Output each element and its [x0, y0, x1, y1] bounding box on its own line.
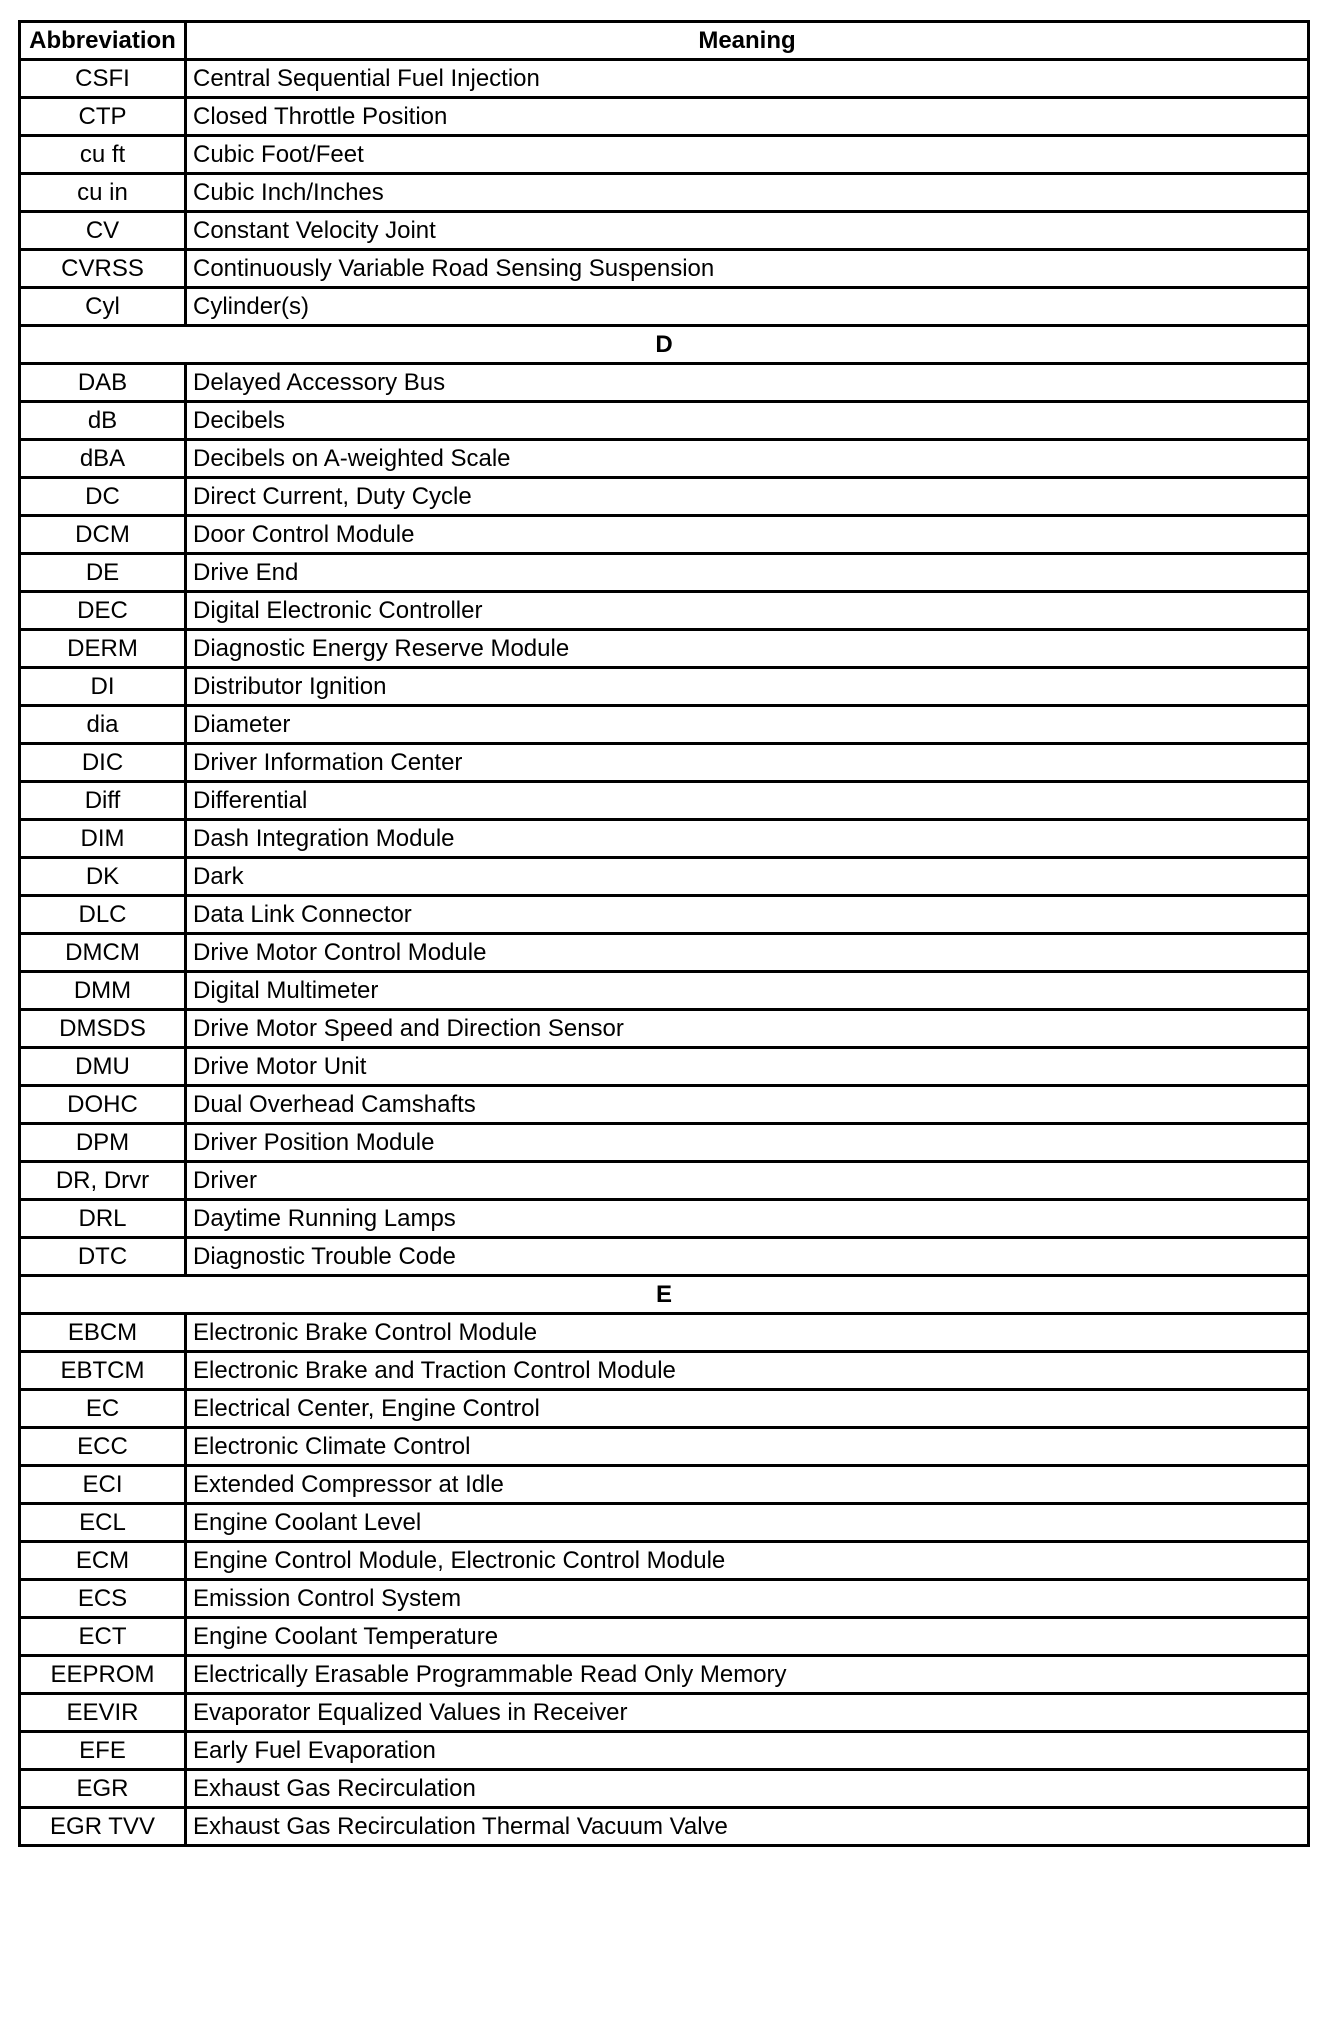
- meaning-cell: Extended Compressor at Idle: [186, 1466, 1309, 1504]
- meaning-cell: Electronic Brake and Traction Control Module: [186, 1352, 1309, 1390]
- meaning-cell: Exhaust Gas Recirculation Thermal Vacuum Valve: [186, 1808, 1309, 1846]
- meaning-cell: Engine Coolant Level: [186, 1504, 1309, 1542]
- table-row: [20, 402, 1309, 440]
- meaning-cell: Drive Motor Speed and Direction Sensor: [186, 1010, 1309, 1048]
- table-body: [20, 60, 1309, 1846]
- table-row: [20, 1086, 1309, 1124]
- meaning-cell: Electronic Brake Control Module: [186, 1314, 1309, 1352]
- abbreviation-cell: EBCM: [20, 1314, 186, 1352]
- section-letter: D: [20, 326, 1309, 364]
- table-row: [20, 1732, 1309, 1770]
- table-row: [20, 1010, 1309, 1048]
- abbreviation-cell: EGR TVV: [20, 1808, 186, 1846]
- abbreviation-cell: DPM: [20, 1124, 186, 1162]
- meaning-cell: Delayed Accessory Bus: [186, 364, 1309, 402]
- meaning-cell: Direct Current, Duty Cycle: [186, 478, 1309, 516]
- abbreviation-cell: CVRSS: [20, 250, 186, 288]
- meaning-cell: Diagnostic Energy Reserve Module: [186, 630, 1309, 668]
- table-row: [20, 858, 1309, 896]
- abbreviation-cell: DMSDS: [20, 1010, 186, 1048]
- abbreviation-cell: CV: [20, 212, 186, 250]
- table-row: [20, 1428, 1309, 1466]
- table-row: [20, 1542, 1309, 1580]
- meaning-cell: Drive Motor Control Module: [186, 934, 1309, 972]
- abbreviation-cell: EGR: [20, 1770, 186, 1808]
- section-letter: E: [20, 1276, 1309, 1314]
- meaning-cell: Dash Integration Module: [186, 820, 1309, 858]
- table-row: [20, 440, 1309, 478]
- table-row: [20, 98, 1309, 136]
- header-abbreviation: Abbreviation: [20, 22, 186, 60]
- meaning-cell: Electrically Erasable Programmable Read Only Memory: [186, 1656, 1309, 1694]
- table-row: [20, 554, 1309, 592]
- meaning-cell: Driver Information Center: [186, 744, 1309, 782]
- meaning-cell: Diagnostic Trouble Code: [186, 1238, 1309, 1276]
- table-row: [20, 516, 1309, 554]
- abbreviation-cell: dia: [20, 706, 186, 744]
- table-row: [20, 478, 1309, 516]
- table-row: [20, 1124, 1309, 1162]
- table-row: [20, 972, 1309, 1010]
- section-header-row: [20, 1276, 1309, 1314]
- meaning-cell: Central Sequential Fuel Injection: [186, 60, 1309, 98]
- meaning-cell: Cylinder(s): [186, 288, 1309, 326]
- meaning-cell: Driver Position Module: [186, 1124, 1309, 1162]
- meaning-cell: Diameter: [186, 706, 1309, 744]
- table-row: [20, 1504, 1309, 1542]
- meaning-cell: Emission Control System: [186, 1580, 1309, 1618]
- meaning-cell: Exhaust Gas Recirculation: [186, 1770, 1309, 1808]
- abbreviation-cell: DAB: [20, 364, 186, 402]
- abbreviation-cell: Cyl: [20, 288, 186, 326]
- abbreviation-cell: EEPROM: [20, 1656, 186, 1694]
- table-row: [20, 630, 1309, 668]
- table-row: [20, 896, 1309, 934]
- meaning-cell: Evaporator Equalized Values in Receiver: [186, 1694, 1309, 1732]
- table-row: [20, 1238, 1309, 1276]
- abbreviation-cell: DI: [20, 668, 186, 706]
- table-row: [20, 1656, 1309, 1694]
- meaning-cell: Decibels: [186, 402, 1309, 440]
- table-row: [20, 1390, 1309, 1428]
- abbreviation-cell: DTC: [20, 1238, 186, 1276]
- abbreviation-cell: ECC: [20, 1428, 186, 1466]
- table-row: [20, 668, 1309, 706]
- abbreviation-cell: DMCM: [20, 934, 186, 972]
- table-row: [20, 1048, 1309, 1086]
- table-row: [20, 706, 1309, 744]
- meaning-cell: Data Link Connector: [186, 896, 1309, 934]
- abbreviation-cell: EBTCM: [20, 1352, 186, 1390]
- meaning-cell: Dual Overhead Camshafts: [186, 1086, 1309, 1124]
- table-row: [20, 1808, 1309, 1846]
- table-row: [20, 250, 1309, 288]
- meaning-cell: Electronic Climate Control: [186, 1428, 1309, 1466]
- abbreviation-cell: ECL: [20, 1504, 186, 1542]
- meaning-cell: Cubic Foot/Feet: [186, 136, 1309, 174]
- meaning-cell: Closed Throttle Position: [186, 98, 1309, 136]
- table-row: [20, 1466, 1309, 1504]
- abbreviation-cell: DC: [20, 478, 186, 516]
- table-row: [20, 1770, 1309, 1808]
- abbreviation-cell: ECM: [20, 1542, 186, 1580]
- meaning-cell: Digital Electronic Controller: [186, 592, 1309, 630]
- table-row: [20, 174, 1309, 212]
- table-row: [20, 934, 1309, 972]
- table-row: [20, 744, 1309, 782]
- meaning-cell: Engine Coolant Temperature: [186, 1618, 1309, 1656]
- abbreviation-cell: dB: [20, 402, 186, 440]
- abbreviation-cell: EC: [20, 1390, 186, 1428]
- table-row: [20, 1162, 1309, 1200]
- meaning-cell: Differential: [186, 782, 1309, 820]
- meaning-cell: Drive End: [186, 554, 1309, 592]
- abbreviation-cell: CTP: [20, 98, 186, 136]
- table-row: [20, 364, 1309, 402]
- abbreviation-cell: DERM: [20, 630, 186, 668]
- meaning-cell: Cubic Inch/Inches: [186, 174, 1309, 212]
- meaning-cell: Engine Control Module, Electronic Control Module: [186, 1542, 1309, 1580]
- abbreviation-cell: ECS: [20, 1580, 186, 1618]
- meaning-cell: Driver: [186, 1162, 1309, 1200]
- meaning-cell: Early Fuel Evaporation: [186, 1732, 1309, 1770]
- table-row: [20, 592, 1309, 630]
- header-row: [20, 22, 1309, 60]
- abbreviation-cell: DIC: [20, 744, 186, 782]
- table-row: [20, 1314, 1309, 1352]
- abbreviation-cell: DCM: [20, 516, 186, 554]
- meaning-cell: Dark: [186, 858, 1309, 896]
- meaning-cell: Continuously Variable Road Sensing Suspension: [186, 250, 1309, 288]
- abbreviation-cell: DLC: [20, 896, 186, 934]
- abbreviation-cell: DR, Drvr: [20, 1162, 186, 1200]
- abbreviation-cell: Diff: [20, 782, 186, 820]
- abbreviation-cell: dBA: [20, 440, 186, 478]
- abbreviation-cell: ECT: [20, 1618, 186, 1656]
- meaning-cell: Digital Multimeter: [186, 972, 1309, 1010]
- abbreviation-cell: DIM: [20, 820, 186, 858]
- table-row: [20, 1694, 1309, 1732]
- meaning-cell: Electrical Center, Engine Control: [186, 1390, 1309, 1428]
- table-row: [20, 1352, 1309, 1390]
- abbreviation-cell: DMU: [20, 1048, 186, 1086]
- meaning-cell: Distributor Ignition: [186, 668, 1309, 706]
- abbreviation-cell: ECI: [20, 1466, 186, 1504]
- abbreviation-cell: EEVIR: [20, 1694, 186, 1732]
- abbreviation-cell: DOHC: [20, 1086, 186, 1124]
- abbreviation-cell: EFE: [20, 1732, 186, 1770]
- meaning-cell: Decibels on A-weighted Scale: [186, 440, 1309, 478]
- abbreviation-cell: DE: [20, 554, 186, 592]
- abbreviation-cell: DK: [20, 858, 186, 896]
- table-row: [20, 1200, 1309, 1238]
- abbreviation-cell: cu ft: [20, 136, 186, 174]
- table-row: [20, 136, 1309, 174]
- meaning-cell: Daytime Running Lamps: [186, 1200, 1309, 1238]
- abbreviation-cell: DMM: [20, 972, 186, 1010]
- abbreviation-cell: cu in: [20, 174, 186, 212]
- table-row: [20, 782, 1309, 820]
- table-row: [20, 1580, 1309, 1618]
- header-meaning: Meaning: [186, 22, 1309, 60]
- table-row: [20, 288, 1309, 326]
- abbreviation-cell: DRL: [20, 1200, 186, 1238]
- table-row: [20, 212, 1309, 250]
- section-header-row: [20, 326, 1309, 364]
- abbreviation-table: [18, 20, 1310, 1847]
- abbreviation-cell: CSFI: [20, 60, 186, 98]
- meaning-cell: Constant Velocity Joint: [186, 212, 1309, 250]
- table-row: [20, 60, 1309, 98]
- table-row: [20, 1618, 1309, 1656]
- meaning-cell: Door Control Module: [186, 516, 1309, 554]
- table-row: [20, 820, 1309, 858]
- meaning-cell: Drive Motor Unit: [186, 1048, 1309, 1086]
- abbreviation-cell: DEC: [20, 592, 186, 630]
